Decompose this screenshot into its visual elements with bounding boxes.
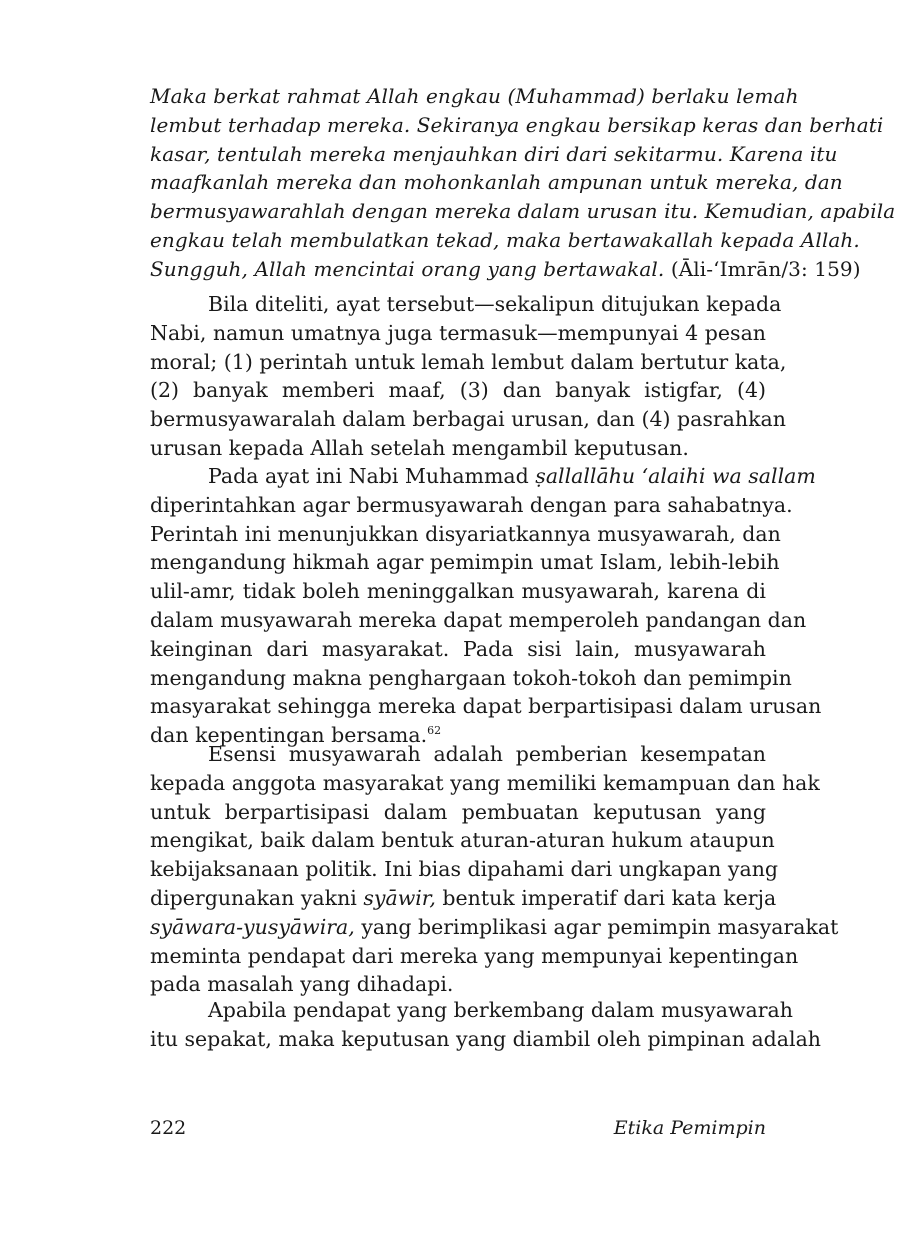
- paragraph-line: (2) banyak memberi maaf, (3) dan banyak istigfar, (4): [150, 378, 766, 403]
- paragraph-first-line: [150, 462, 816, 491]
- paragraph-line-mixed: [150, 913, 839, 942]
- paragraph-line: mengandung makna penghargaan tokoh-tokoh dan pemimpin: [150, 665, 792, 690]
- paragraph-text: dan kepentingan bersama.: [150, 723, 428, 748]
- footnote-reference[interactable]: 62: [427, 724, 442, 738]
- quote-line: Maka berkat rahmat Allah engkau (Muhammad) berlaku lemah: [150, 84, 799, 108]
- paragraph-line: itu sepakat, maka keputusan yang diambil oleh pimpinan adalah: [150, 1026, 822, 1051]
- paragraph-line: pada masalah yang dihadapi.: [150, 972, 454, 997]
- paragraph-line: mengikat, baik dalam bentuk aturan-aturan hukum ataupun: [150, 828, 775, 853]
- paragraph-line: dalam musyawarah mereka dapat memperoleh pandangan dan: [150, 607, 807, 632]
- term-italic: syāwara-yusyāwira,: [150, 914, 355, 939]
- paragraph-3: [150, 740, 839, 999]
- paragraph-line: diperintahkan agar bermusyawarah dengan para sahabatnya.: [150, 492, 793, 517]
- paragraph-line: urusan kepada Allah setelah mengambil keputusan.: [150, 435, 689, 460]
- term-italic: syāwir,: [363, 885, 436, 910]
- quote-line: bermusyawarahlah dengan mereka dalam urusan itu. Kemudian, apabila: [150, 199, 896, 224]
- quote-line: kasar, tentulah mereka menjauhkan diri dari sekitarmu. Karena itu: [150, 141, 838, 166]
- paragraph-line: Esensi musyawarah adalah pemberian kesempatan: [208, 742, 766, 766]
- paragraph-line: keinginan dari masyarakat. Pada sisi lain, musyawarah: [150, 636, 766, 661]
- quote-last-line: [150, 255, 861, 284]
- paragraph-text: bentuk imperatif dari kata kerja: [442, 885, 777, 910]
- paragraph-line-mixed: [150, 884, 777, 913]
- paragraph-line: Nabi, namun umatnya juga termasuk—mempunyai 4 pesan: [150, 320, 766, 345]
- paragraph-line: ulil-amr, tidak boleh meninggalkan musyawarah, karena di: [150, 579, 766, 604]
- verse-citation: (Āli-ʻImrān/3: 159): [670, 256, 861, 281]
- paragraph-text: dipergunakan yakni: [150, 885, 357, 910]
- paragraph-line: Perintah ini menunjukkan disyariatkannya musyawarah, dan: [150, 521, 781, 546]
- paragraph-line: kebijaksanaan politik. Ini bias dipahami dari ungkapan yang: [150, 857, 779, 882]
- paragraph-line: moral; (1) perintah untuk lemah lembut dalam bertutur kata,: [150, 349, 787, 374]
- paragraph-line: untuk berpartisipasi dalam pembuatan keputusan yang: [150, 799, 766, 824]
- paragraph-1: [150, 290, 787, 463]
- quote-line: maafkanlah mereka dan mohonkanlah ampunan untuk mereka, dan: [150, 170, 843, 195]
- verse-quote: [150, 82, 896, 284]
- paragraph-4: [150, 996, 822, 1054]
- page-number: 222: [150, 1117, 187, 1139]
- quote-line: lembut terhadap mereka. Sekiranya engkau bersikap keras dan berhati: [150, 112, 884, 137]
- paragraph-line: kepada anggota masyarakat yang memiliki kemampuan dan hak: [150, 770, 820, 795]
- quote-line: engkau telah membulatkan tekad, maka bertawakallah kepada Allah.: [150, 227, 860, 252]
- paragraph-2: [150, 462, 822, 750]
- paragraph-line: bermusyawaralah dalam berbagai urusan, dan (4) pasrahkan: [150, 407, 786, 432]
- paragraph-line: meminta pendapat dari mereka yang mempunyai kepentingan: [150, 943, 799, 968]
- paragraph-line: Bila diteliti, ayat tersebut—sekalipun ditujukan kepada: [208, 292, 782, 316]
- honorific-italic: ṣallallāhu ʻalaihi wa sallam: [535, 464, 816, 488]
- paragraph-line: Apabila pendapat yang berkembang dalam musyawarah: [208, 998, 793, 1022]
- running-title: Etika Pemimpin: [613, 1117, 766, 1139]
- paragraph-text: Pada ayat ini Nabi Muhammad: [208, 464, 529, 488]
- paragraph-line: masyarakat sehingga mereka dapat berpartisipasi dalam urusan: [150, 694, 822, 719]
- paragraph-line: mengandung hikmah agar pemimpin umat Islam, lebih-lebih: [150, 550, 780, 575]
- quote-last-text: Sungguh, Allah mencintai orang yang bertawakal.: [150, 256, 665, 281]
- paragraph-text: yang berimplikasi agar pemimpin masyarakat: [361, 914, 839, 939]
